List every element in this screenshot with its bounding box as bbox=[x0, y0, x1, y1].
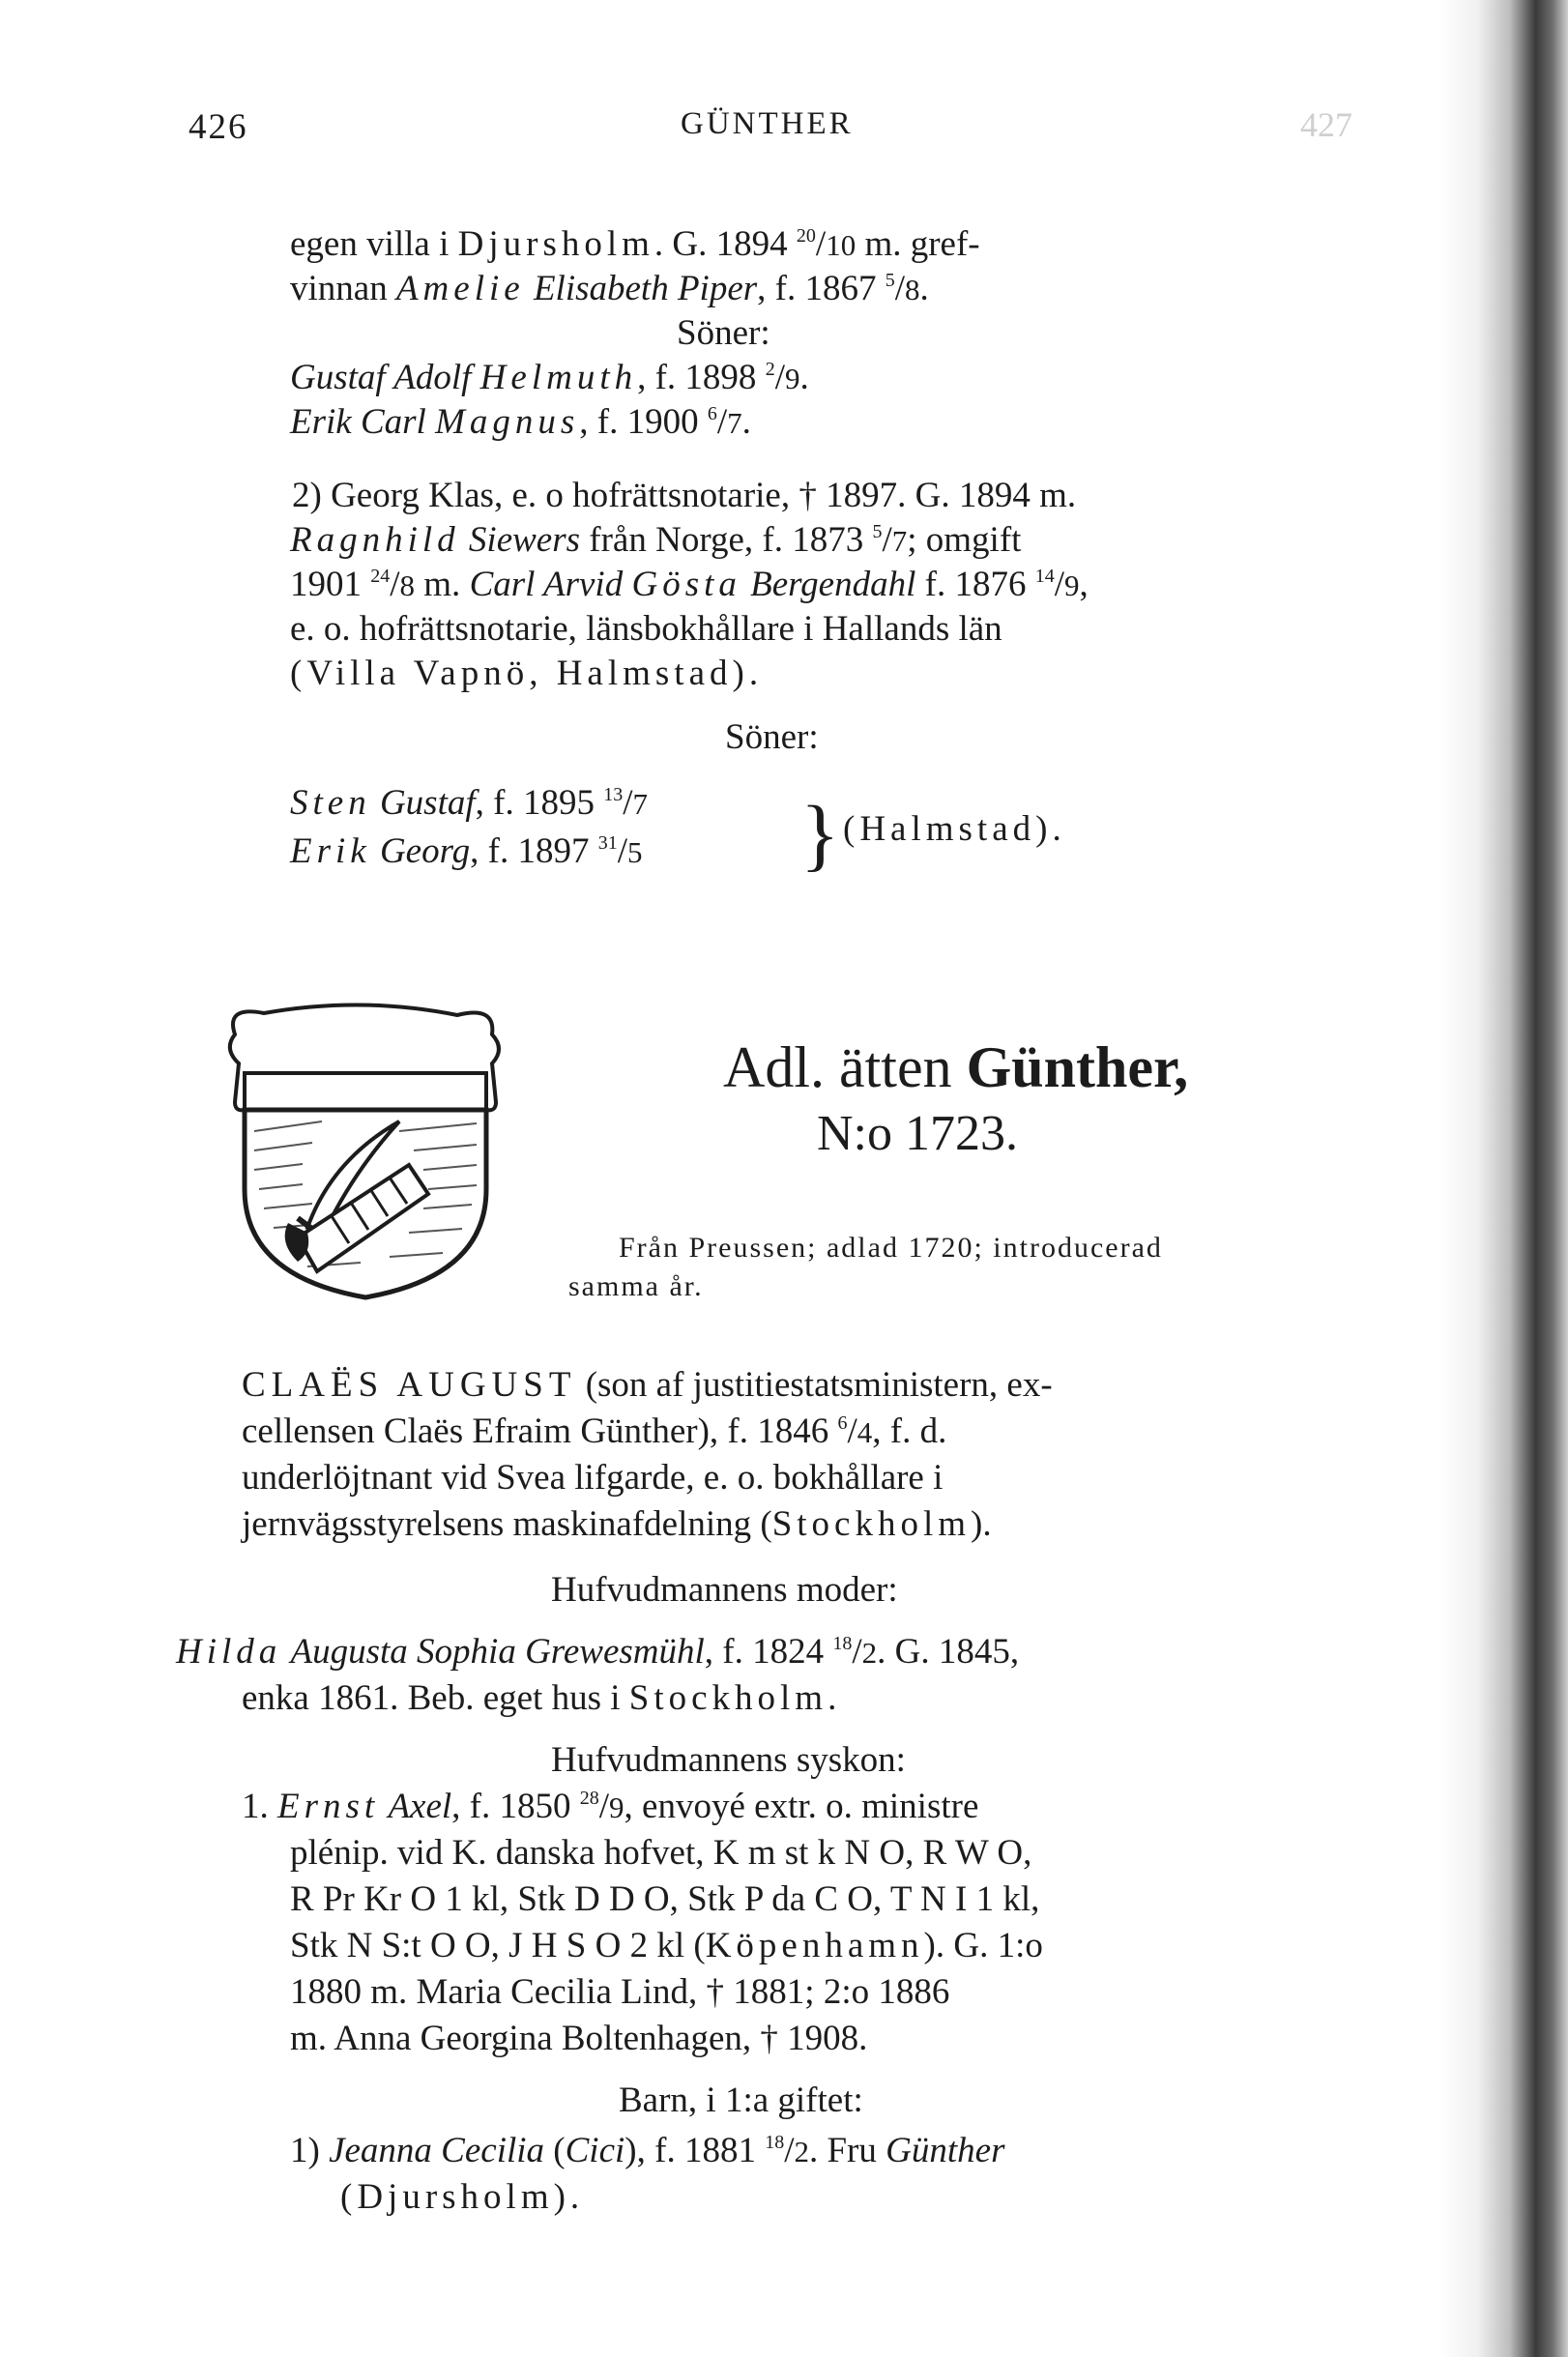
brace: } bbox=[800, 790, 840, 880]
origin-note: samma år. bbox=[568, 1270, 704, 1302]
text-line: Ragnhild Siewers från Norge, f. 1873 $^5$/7; omgift bbox=[290, 520, 1022, 560]
text-line: plénip. vid K. danska hofvet, K m st k N O, R W O, bbox=[290, 1833, 1032, 1873]
page-number: 426 bbox=[189, 107, 248, 147]
text-line: jernvägsstyrelsens maskinafdelning (Stockholm). bbox=[242, 1504, 992, 1544]
sub-heading: Hufvudmannens moder: bbox=[551, 1570, 898, 1610]
sub-heading: Söner: bbox=[677, 313, 770, 353]
text-line: Erik Carl Magnus, f. 1900 $^6$/7. bbox=[290, 402, 751, 442]
son-entry: Sten Gustaf, f. 1895 $^{13}$/7 bbox=[290, 783, 648, 823]
bleed-through-page-number: 427 bbox=[1300, 105, 1352, 144]
origin-note: Från Preussen; adlad 1720; introducerad bbox=[619, 1232, 1163, 1264]
sub-heading: Söner: bbox=[725, 717, 819, 757]
running-head: GÜNTHER bbox=[681, 106, 854, 141]
text-line: egen villa i Djursholm. G. 1894 $^{20}$/10 m. gref- bbox=[290, 224, 980, 264]
text-line: (Villa Vapnö, Halmstad). bbox=[290, 654, 764, 693]
text-line: 1880 m. Maria Cecilia Lind, † 1881; 2:o 1886 bbox=[290, 1972, 950, 2012]
text-line: Hilda Augusta Sophia Grewesmühl, f. 1824 $^{18}$/2. G. 1845, bbox=[176, 1632, 1020, 1672]
son-entry: Erik Georg, f. 1897 $^{31}$/5 bbox=[290, 831, 643, 871]
text-line: Gustaf Adolf Helmuth, f. 1898 $^2$/9. bbox=[290, 358, 809, 397]
text-line: m. Anna Georgina Boltenhagen, † 1908. bbox=[290, 2019, 868, 2058]
coat-of-arms-icon bbox=[206, 996, 525, 1305]
text-line: vinnan Amelie Elisabeth Piper, f. 1867 $^5$/8. bbox=[290, 269, 929, 308]
text-line: Stk N S:t O O, J H S O 2 kl (Köpenhamn). G. 1:o bbox=[290, 1926, 1043, 1965]
text-line: R Pr Kr O 1 kl, Stk D D O, Stk P da C O, T N I 1 kl, bbox=[290, 1879, 1040, 1919]
section-number: N:o 1723. bbox=[817, 1106, 1018, 1161]
sub-heading: Barn, i 1:a giftet: bbox=[619, 2081, 863, 2120]
text-line: 1901 $^{24}$/8 m. Carl Arvid Gösta Bergendahl f. 1876 $^{14}$/9, bbox=[290, 565, 1089, 604]
text-line: enka 1861. Beb. eget hus i Stockholm. bbox=[242, 1678, 837, 1718]
text-line: 1. Ernst Axel, f. 1850 $^{28}$/9, envoyé extr. o. ministre bbox=[242, 1787, 979, 1826]
text-line: (Djursholm). bbox=[340, 2177, 585, 2217]
text-line: underlöjtnant vid Svea lifgarde, e. o. bokhållare i bbox=[242, 1458, 944, 1498]
text-line: e. o. hofrättsnotarie, länsbokhållare i Hallands län bbox=[290, 609, 1002, 649]
section-title: Adl. ätten Günther, bbox=[723, 1035, 1189, 1099]
book-binding-shadow bbox=[1438, 0, 1568, 2357]
text-line: CLAËS AUGUST (son af justitiestatsministern, ex- bbox=[242, 1365, 1053, 1405]
text-line: 1) Jeanna Cecilia (Cici), f. 1881 $^{18}$/2. Fru Günther bbox=[290, 2131, 1005, 2170]
text-line: cellensen Claës Efraim Günther), f. 1846 $^6$/4, f. d. bbox=[242, 1411, 947, 1451]
text-line: 2) Georg Klas, e. o hofrättsnotarie, † 1897. G. 1894 m. bbox=[292, 476, 1077, 515]
place-note: (Halmstad). bbox=[843, 809, 1066, 849]
sub-heading: Hufvudmannens syskon: bbox=[551, 1740, 906, 1780]
